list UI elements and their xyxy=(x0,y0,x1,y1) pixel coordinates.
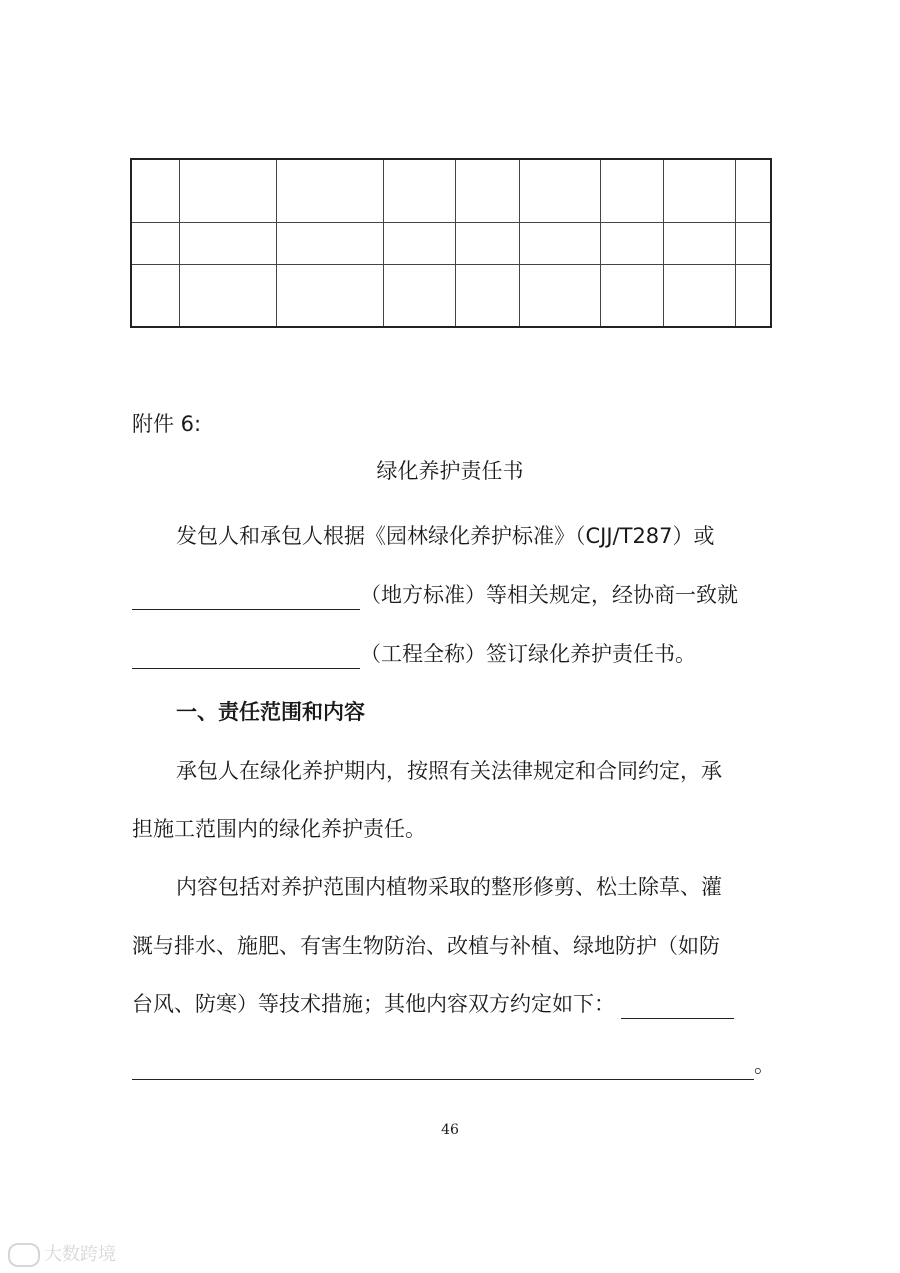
blank-grid-table xyxy=(130,158,772,328)
page-number: 46 xyxy=(441,1122,459,1138)
fill-blank-line xyxy=(132,1055,754,1080)
attachment-label: 附件 6: xyxy=(132,412,202,436)
table-cell xyxy=(735,159,771,222)
fill-blank-line xyxy=(132,585,360,610)
fill-blank-line xyxy=(132,644,360,669)
table-cell xyxy=(519,159,600,222)
paragraph-text: 。 xyxy=(754,1053,775,1077)
table-cell xyxy=(276,264,383,327)
table-cell xyxy=(383,159,455,222)
table-cell xyxy=(131,159,179,222)
paragraph-line: 内容包括对养护范围内植物采取的整形修剪、松土除草、灌 xyxy=(176,875,722,899)
table-cell xyxy=(735,264,771,327)
table-cell xyxy=(455,264,519,327)
fill-blank-line xyxy=(621,994,734,1019)
watermark-text: 大数跨境 xyxy=(44,1244,116,1265)
paragraph-line xyxy=(132,580,738,610)
table-cell xyxy=(663,264,735,327)
paragraph-line: 承包人在绿化养护期内，按照有关法律规定和合同约定，承 xyxy=(176,759,722,783)
table-cell xyxy=(455,159,519,222)
paragraph-text: （地方标准）等相关规定，经协商一致就 xyxy=(360,583,738,607)
table-cell xyxy=(131,264,179,327)
section-heading: 一、责任范围和内容 xyxy=(176,700,365,724)
table-cell xyxy=(600,264,663,327)
paragraph-text: 台风、防寒）等技术措施；其他内容双方约定如下： xyxy=(132,992,615,1016)
paragraph-line: 溉与排水、施肥、有害生物防治、改植与补植、绿地防护（如防 xyxy=(132,934,720,958)
table-cell xyxy=(131,222,179,264)
table-cell xyxy=(455,222,519,264)
watermark-logo-icon xyxy=(8,1243,40,1267)
table-cell xyxy=(600,222,663,264)
paragraph-line: 担施工范围内的绿化养护责任。 xyxy=(132,817,426,841)
paragraph-line xyxy=(132,1050,775,1080)
table-cell xyxy=(179,222,276,264)
table-cell xyxy=(179,264,276,327)
paragraph-line xyxy=(132,639,696,669)
table-cell xyxy=(735,222,771,264)
table-row xyxy=(131,159,771,222)
table-cell xyxy=(519,264,600,327)
table-row xyxy=(131,264,771,327)
table-cell xyxy=(383,264,455,327)
table-cell xyxy=(276,222,383,264)
table-cell xyxy=(663,159,735,222)
paragraph-text: （工程全称）签订绿化养护责任书。 xyxy=(360,642,696,666)
watermark xyxy=(8,1240,116,1267)
table-cell xyxy=(276,159,383,222)
table-cell xyxy=(519,222,600,264)
table-cell xyxy=(383,222,455,264)
document-title: 绿化养护责任书 xyxy=(376,459,524,483)
table-row xyxy=(131,222,771,264)
table-cell xyxy=(600,159,663,222)
table-cell xyxy=(663,222,735,264)
table-cell xyxy=(179,159,276,222)
paragraph-line xyxy=(132,989,734,1019)
paragraph-line: 发包人和承包人根据《园林绿化养护标准》（CJJ/T287）或 xyxy=(176,524,715,548)
